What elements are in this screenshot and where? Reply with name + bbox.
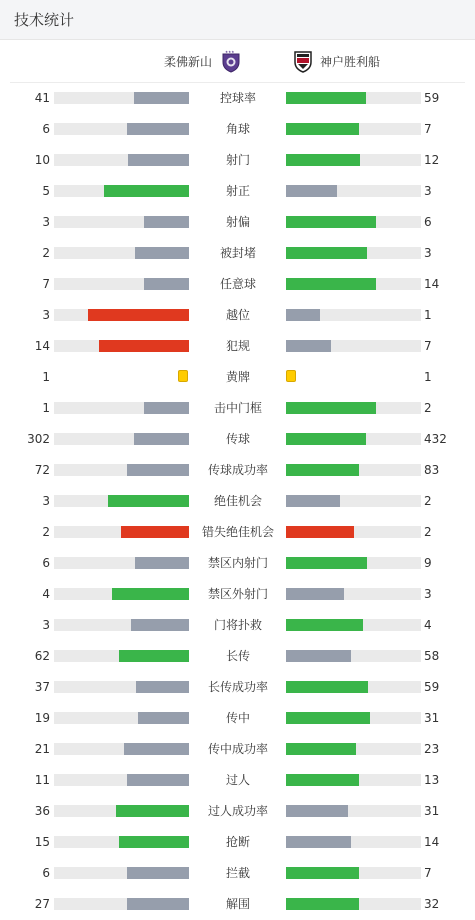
away-bar-track (286, 743, 421, 755)
stat-row (0, 889, 475, 920)
home-bar-fill (119, 650, 189, 662)
home-bar-fill (104, 185, 189, 197)
home-bar-fill (128, 154, 189, 166)
away-value: 83 (424, 463, 440, 477)
stat-label: 过人 (225, 773, 250, 787)
home-bar-fill (112, 588, 189, 600)
home-bar-track (54, 495, 189, 507)
home-team-name: 柔佛新山 (163, 54, 212, 69)
away-bar-track (286, 154, 421, 166)
away-bar-track (286, 836, 421, 848)
away-value: 1 (424, 308, 432, 322)
stat-row (0, 238, 475, 269)
away-bar-track (286, 309, 421, 321)
home-bar-fill (136, 681, 189, 693)
home-bar-fill (119, 836, 189, 848)
stat-row (0, 83, 475, 114)
home-value: 19 (34, 711, 50, 725)
away-bar-fill (286, 92, 366, 104)
away-bar-fill (286, 123, 359, 135)
away-bar-fill (286, 743, 356, 755)
stat-label: 控球率 (219, 91, 256, 105)
home-bar-fill (144, 278, 189, 290)
away-value: 31 (424, 804, 440, 818)
away-bar-fill (286, 154, 360, 166)
away-bar-track (286, 619, 421, 631)
away-value: 7 (424, 866, 432, 880)
home-value: 3 (42, 618, 50, 632)
stat-label: 拦截 (225, 866, 250, 880)
home-value: 6 (42, 556, 50, 570)
home-value: 36 (34, 804, 50, 818)
home-bar-fill (135, 557, 189, 569)
stat-row (0, 393, 475, 424)
away-value: 13 (424, 773, 440, 787)
stat-row (0, 796, 475, 827)
stat-label: 角球 (225, 122, 250, 136)
away-value: 58 (424, 649, 440, 663)
home-bar-fill (121, 526, 189, 538)
home-bar-track (54, 216, 189, 228)
home-team-crest-icon (220, 49, 242, 73)
yellow-card-icon (286, 370, 296, 382)
away-value: 2 (424, 525, 432, 539)
away-bar-track (286, 185, 421, 197)
home-value: 72 (34, 463, 50, 477)
away-value: 3 (424, 184, 432, 198)
away-bar-fill (286, 836, 351, 848)
stat-label: 越位 (225, 308, 250, 322)
away-bar-track (286, 433, 421, 445)
home-bar-track (54, 836, 189, 848)
away-value: 12 (424, 153, 440, 167)
home-bar-track (54, 650, 189, 662)
home-bar-fill (138, 712, 189, 724)
away-value: 1 (424, 370, 432, 384)
stat-row (0, 765, 475, 796)
home-bar-track (54, 402, 189, 414)
home-bar-track (54, 712, 189, 724)
stat-label: 击中门框 (213, 401, 262, 415)
home-bar-track (54, 898, 189, 910)
away-value: 14 (424, 835, 440, 849)
away-bar-track (286, 402, 421, 414)
home-bar-track (54, 433, 189, 445)
stat-row (0, 269, 475, 300)
home-value: 11 (34, 773, 50, 787)
away-bar-track (286, 526, 421, 538)
away-value: 2 (424, 401, 432, 415)
home-value: 302 (27, 432, 50, 446)
home-bar-track (54, 464, 189, 476)
home-bar-track (54, 619, 189, 631)
home-bar-fill (108, 495, 189, 507)
away-team-name: 神户胜利船 (320, 54, 381, 69)
away-value: 6 (424, 215, 432, 229)
away-bar-fill (286, 588, 344, 600)
away-bar-fill (286, 433, 366, 445)
away-bar-fill (286, 340, 331, 352)
home-value: 5 (42, 184, 50, 198)
home-bar-fill (144, 216, 189, 228)
stat-label: 传球 (225, 432, 250, 446)
home-value: 27 (34, 897, 50, 911)
stat-row (0, 424, 475, 455)
stat-row (0, 641, 475, 672)
home-bar-track (54, 588, 189, 600)
home-value: 3 (42, 215, 50, 229)
home-value: 37 (34, 680, 50, 694)
stat-label: 射门 (225, 153, 250, 167)
home-bar-track (54, 557, 189, 569)
home-bar-fill (127, 898, 189, 910)
away-bar-fill (286, 309, 320, 321)
stats-list (0, 83, 475, 920)
home-bar-track (54, 743, 189, 755)
stat-label: 射偏 (225, 215, 250, 229)
away-team-crest-icon (292, 49, 314, 73)
stat-row (0, 362, 475, 393)
stat-label: 犯规 (225, 339, 250, 353)
away-bar-track (286, 774, 421, 786)
home-value: 2 (42, 525, 50, 539)
home-bar-track (54, 774, 189, 786)
away-value: 9 (424, 556, 432, 570)
away-bar-fill (286, 464, 359, 476)
home-bar-fill (135, 247, 189, 259)
stat-row (0, 145, 475, 176)
home-bar-fill (131, 619, 189, 631)
home-bar-track (54, 340, 189, 352)
away-value: 4 (424, 618, 432, 632)
svg-text:★★★: ★★★ (225, 50, 235, 54)
stat-label: 长传 (225, 649, 250, 663)
stat-row (0, 300, 475, 331)
away-bar-fill (286, 619, 363, 631)
page-title: 技术统计 (14, 11, 75, 29)
home-bar-fill (127, 867, 189, 879)
away-bar-track (286, 123, 421, 135)
home-value: 21 (34, 742, 50, 756)
away-team[interactable] (292, 49, 380, 73)
home-value: 3 (42, 494, 50, 508)
home-bar-fill (99, 340, 189, 352)
stat-label: 绝佳机会 (213, 494, 262, 508)
away-bar-fill (286, 526, 354, 538)
stat-label: 被封堵 (219, 246, 256, 260)
home-value: 2 (42, 246, 50, 260)
home-bar-track (54, 154, 189, 166)
home-team[interactable] (164, 49, 242, 73)
home-bar-track (54, 309, 189, 321)
away-value: 14 (424, 277, 440, 291)
home-value: 62 (34, 649, 50, 663)
stat-row (0, 703, 475, 734)
away-value: 432 (424, 432, 447, 446)
stats-header (0, 0, 475, 40)
home-value: 7 (42, 277, 50, 291)
away-bar-track (286, 495, 421, 507)
away-bar-track (286, 216, 421, 228)
stat-label: 传球成功率 (207, 463, 268, 477)
home-bar-track (54, 867, 189, 879)
away-bar-fill (286, 774, 359, 786)
stat-row (0, 176, 475, 207)
away-bar-fill (286, 185, 337, 197)
home-bar-track (54, 185, 189, 197)
stat-label: 长传成功率 (207, 680, 268, 694)
stat-row (0, 610, 475, 641)
away-bar-track (286, 898, 421, 910)
stat-label: 解围 (225, 897, 250, 911)
home-value: 1 (42, 370, 50, 384)
away-bar-track (286, 681, 421, 693)
home-bar-fill (124, 743, 189, 755)
home-bar-fill (127, 464, 189, 476)
away-bar-fill (286, 247, 367, 259)
stat-label: 黄牌 (225, 370, 250, 384)
home-bar-track (54, 92, 189, 104)
stat-row (0, 486, 475, 517)
stat-row (0, 517, 475, 548)
away-bar-fill (286, 495, 340, 507)
stat-row (0, 734, 475, 765)
home-value: 15 (34, 835, 50, 849)
stat-label: 任意球 (219, 277, 256, 291)
stat-label: 抢断 (225, 835, 250, 849)
stat-row (0, 672, 475, 703)
away-bar-fill (286, 216, 376, 228)
away-bar-fill (286, 278, 376, 290)
away-bar-track (286, 588, 421, 600)
yellow-card-icon (178, 370, 188, 382)
home-value: 14 (34, 339, 50, 353)
stat-label: 传中 (225, 711, 250, 725)
home-value: 6 (42, 122, 50, 136)
home-bar-fill (116, 805, 189, 817)
home-bar-track (54, 278, 189, 290)
away-bar-track (286, 340, 421, 352)
stat-label: 禁区内射门 (207, 556, 268, 570)
home-value: 3 (42, 308, 50, 322)
away-value: 32 (424, 897, 440, 911)
away-bar-track (286, 867, 421, 879)
away-value: 59 (424, 91, 440, 105)
home-bar-fill (88, 309, 189, 321)
away-value: 7 (424, 122, 432, 136)
home-bar-track (54, 681, 189, 693)
away-bar-fill (286, 650, 351, 662)
away-bar-track (286, 278, 421, 290)
stat-label: 错失绝佳机会 (201, 525, 274, 539)
stat-row (0, 114, 475, 145)
away-bar-fill (286, 867, 359, 879)
stat-label: 传中成功率 (207, 742, 268, 756)
home-value: 4 (42, 587, 50, 601)
stat-label: 禁区外射门 (207, 587, 268, 601)
away-value: 3 (424, 587, 432, 601)
home-bar-fill (127, 123, 189, 135)
away-bar-track (286, 712, 421, 724)
stat-label: 门将扑救 (213, 618, 262, 632)
stat-row (0, 455, 475, 486)
stat-row (0, 331, 475, 362)
home-bar-fill (127, 774, 189, 786)
home-bar-track (54, 805, 189, 817)
away-value: 59 (424, 680, 440, 694)
stat-row (0, 827, 475, 858)
away-value: 23 (424, 742, 440, 756)
stat-row (0, 548, 475, 579)
home-bar-track (54, 123, 189, 135)
stat-row (0, 207, 475, 238)
stat-label: 过人成功率 (207, 804, 268, 818)
away-value: 31 (424, 711, 440, 725)
stat-row (0, 858, 475, 889)
away-bar-fill (286, 712, 370, 724)
stat-row (0, 579, 475, 610)
home-value: 41 (34, 91, 50, 105)
home-bar-track (54, 526, 189, 538)
home-bar-fill (134, 92, 189, 104)
away-bar-track (286, 464, 421, 476)
stat-label: 射正 (225, 184, 250, 198)
teams-bar (10, 40, 465, 83)
away-bar-track (286, 92, 421, 104)
away-bar-track (286, 557, 421, 569)
away-bar-track (286, 805, 421, 817)
away-value: 3 (424, 246, 432, 260)
away-bar-fill (286, 898, 359, 910)
home-bar-track (54, 247, 189, 259)
away-value: 2 (424, 494, 432, 508)
away-bar-fill (286, 557, 367, 569)
away-bar-track (286, 247, 421, 259)
home-bar-fill (144, 402, 189, 414)
away-bar-fill (286, 681, 368, 693)
home-bar-fill (134, 433, 189, 445)
away-bar-track (286, 650, 421, 662)
away-value: 7 (424, 339, 432, 353)
home-value: 10 (34, 153, 50, 167)
home-value: 6 (42, 866, 50, 880)
away-bar-fill (286, 402, 376, 414)
away-bar-fill (286, 805, 348, 817)
home-value: 1 (42, 401, 50, 415)
